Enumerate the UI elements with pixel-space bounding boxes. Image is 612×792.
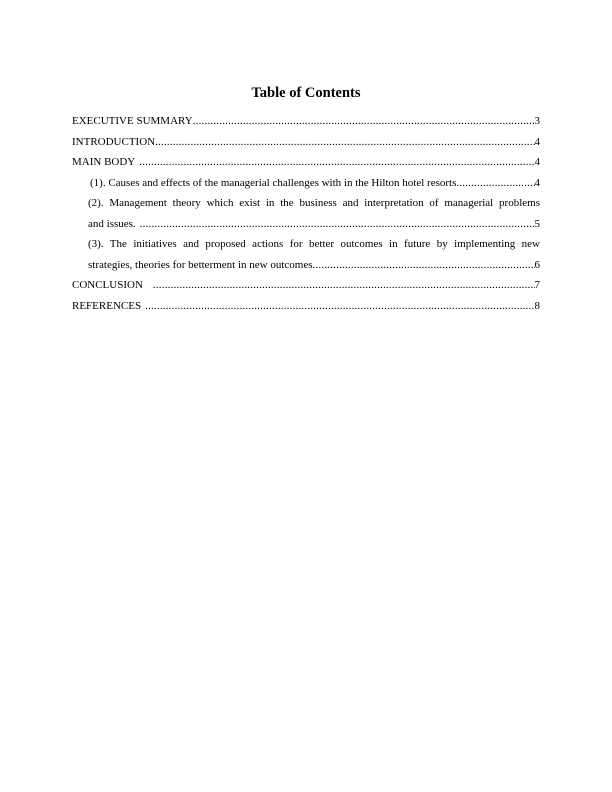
- toc-entry-management-theory-line1[interactable]: [72, 193, 540, 214]
- toc-entry-initiatives-line2[interactable]: [72, 255, 540, 276]
- toc-entry-label: EXECUTIVE SUMMARY: [72, 115, 193, 127]
- toc-leader-dots: [155, 132, 534, 153]
- toc-leader-dots: [135, 152, 534, 173]
- toc-page-number: 5: [534, 217, 540, 230]
- toc-entry-label: strategies, theories for betterment in new outcomes: [88, 258, 313, 271]
- toc-page-number: 4: [534, 156, 540, 168]
- toc-entry-label: INTRODUCTION: [72, 135, 156, 148]
- toc-entry-references[interactable]: [72, 296, 540, 317]
- toc-page-number: 6: [534, 258, 540, 271]
- toc-page-number: 7: [534, 279, 540, 291]
- toc-leader-dots: [143, 275, 535, 296]
- toc-entry-label: and issues.: [88, 217, 136, 230]
- toc-entry-label: REFERENCES: [72, 299, 142, 312]
- toc-entry-initiatives-line1[interactable]: [72, 234, 540, 255]
- toc-entry-causes-effects[interactable]: [72, 173, 540, 194]
- toc-leader-dots: [456, 173, 534, 194]
- toc-entry-management-theory-line2[interactable]: [72, 214, 540, 235]
- table-of-contents: [72, 111, 540, 316]
- toc-entry-executive-summary[interactable]: [72, 111, 540, 132]
- toc-entry-label: (2). Management theory which exist in the business and interpretation of managerial problems: [88, 197, 540, 209]
- toc-leader-dots: [141, 296, 534, 317]
- toc-leader-dots: [136, 214, 535, 235]
- toc-page-number: 8: [534, 299, 540, 312]
- toc-entry-introduction[interactable]: [72, 132, 540, 153]
- toc-leader-dots: [313, 255, 535, 276]
- toc-entry-label: (3). The initiatives and proposed actions for better outcomes in future by implementing new: [88, 238, 540, 250]
- toc-entry-label: (1). Causes and effects of the managerial challenges with in the Hilton hotel resorts: [90, 176, 457, 189]
- toc-page-number: 4: [534, 135, 540, 148]
- toc-entry-label: CONCLUSION: [72, 279, 143, 291]
- toc-entry-main-body[interactable]: [72, 152, 540, 173]
- toc-page-number: 3: [534, 115, 540, 127]
- toc-entry-label: MAIN BODY: [72, 156, 136, 168]
- toc-entry-conclusion[interactable]: [72, 275, 540, 296]
- toc-title: Table of Contents: [251, 85, 361, 101]
- toc-leader-dots: [193, 111, 535, 132]
- toc-page-number: 4: [534, 176, 540, 189]
